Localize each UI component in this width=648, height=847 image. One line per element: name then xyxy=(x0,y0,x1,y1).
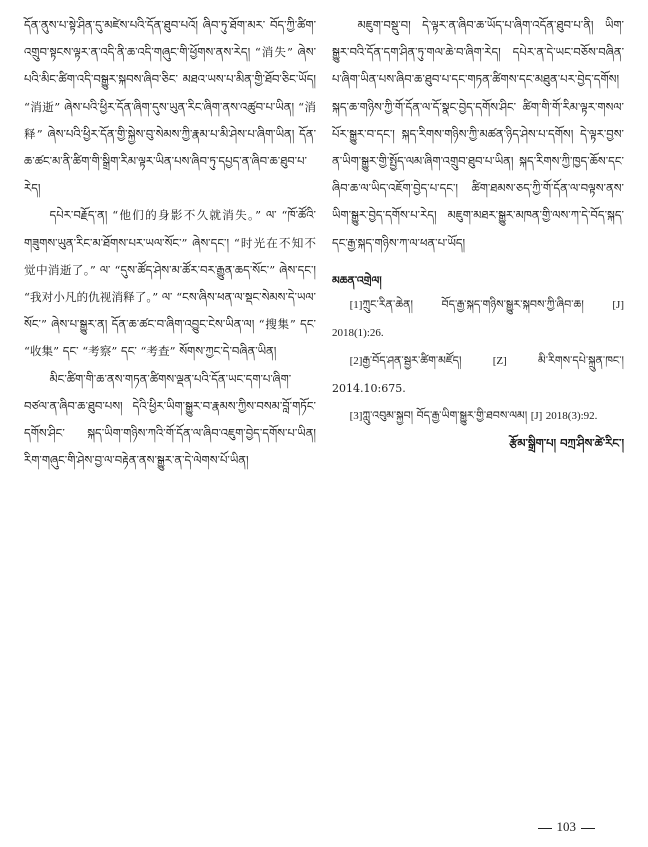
reference-pub: 2018(1):26. xyxy=(332,326,384,339)
dash-divider xyxy=(581,828,595,829)
reference-type: [J] xyxy=(612,298,624,311)
body-paragraph: མིང་ཚིག་གི་ཆ་ནས་གཏན་ཚིགས་ལྡན་པའི་དོན་ཡང་དག་པ་ཞིག་བཙལ་ན་ཞིབ་ཆ་ཐུབ་པས། དེའི་ཕྱིར་ཡིག་སྒྱུར་བ་རྣམས་ཀྱིས་བསམ་བློ་གཏོང་དགོས་ཤིང་ སྐད་ཡིག་གཉིས་ཀའི་གོ་དོན་ལ་ཞིབ་འཇུག་བྱེད་དགོས་པ་ཡིན། རིག་གཞུང་གི་ཤེས་བྱ་ལ་བརྟེན་ནས་སྒྱུར་ན་དེ་ལེགས་པོ་ཡིན། xyxy=(24,371,316,468)
reference-label: [3] xyxy=(349,409,363,422)
left-column xyxy=(24,12,316,474)
right-column xyxy=(332,12,624,457)
body-paragraph: མཇུག་བསྡུ་བ། དེ་ལྟར་ན་ཞིབ་ཆ་ཡོད་པ་ཞིག་འདོན་ཐུབ་པ་ནི། ཡིག་སྒྱུར་བའི་དོན་དག་ཤིན་ཏུ་གལ་ཆེ་བ་ཞིག་རེད། དཔེར་ན་དེ་ཡང་བཅོས་བཞིན་པ་ཞིག་ཡིན་པས་ཞིབ་ཆ་ཐུབ་པ་དང་གཏན་ཚིགས་དང་མཐུན་པར་བྱེད་དགོས། སྐད་ཆ་གཉིས་ཀྱི་གོ་དོན་ལ་དོ་སྣང་བྱེད་དགོས་ཤིང་ ཚིག་གི་གོ་རིམ་ལྟར་གསལ་པོར་སྒྱུར་བ་དང་། སྐད་རིགས་གཉིས་ཀྱི་མཚན་ཉིད་ཤེས་པ་དགོས། དེ་ལྟར་བྱས་ན་ཡིག་སྒྱུར་གྱི་སྤྱོད་ལམ་ཞིག་འགྲུབ་ཐུབ་པ་ཡིན། སྐད་རིགས་ཀྱི་ཁྱད་ཆོས་དང་ཞིབ་ཆ་ལ་ཡིད་འཇོག་བྱེད་པ་དང་། ཚིག་ཐམས་ཅད་ཀྱི་གོ་དོན་ལ་བལྟས་ནས་ཡིག་སྒྱུར་བྱེད་དགོས་པ་རེད། མཇུག་མཐར་སྒྱུར་མཁན་གྱི་ལས་ཀ་དེ་བོད་སྐད་དང་རྒྱ་སྐད་གཉིས་ཀ་ལ་ཕན་པ་ཡོད། xyxy=(332,18,624,250)
reference-label: [2] xyxy=(349,354,363,367)
reference-pub: མི་རིགས་དཔེ་སྐྲུན་ཁང་། 2014.10:675. xyxy=(332,353,624,395)
editor-signature: རྩོམ་སྒྲིག་པ། བཀྲ་ཤིས་ཚེ་རིང་། xyxy=(509,435,624,450)
reference-text: ཀྲུང་རིན་ཆེན། བོད་རྒྱ་སྐད་གཉིས་སྒྱུར་སྐབས་ཀྱི་ཞིབ་ཆ། xyxy=(362,297,613,311)
body-paragraph: དཔེར་བརྗོད་ན། “他们的身影不久就消失。” ལ་ “ཁོ་ཚོའི་གཟུགས་ཡུན་རིང་མ་ཐོགས་པར་ཡལ་སོང་” ཞེས་དང་། “时光在不知不觉中消逝了。” ལ་ “དུས་ཚོད་ཤེས་མ་ཚོར་བར་རྒྱུན་ཆད་སོང་” ཞེས་དང་། “我对小凡的仇视消释了。” ལ་ “ངས་ཞིས་ཕན་ལ་སྡང་སེམས་དེ་ཡལ་སོང་” ཞེས་པ་སྒྱུར་ན། དོན་ཆ་ཚང་བ་ཞིག་འབྱུང་ངེས་ཡིན་ལ། “搜集” དང་ “收集” དང་ “考察” དང་ “考查” སོགས་ཀྱང་དེ་བཞིན་ཡིན། xyxy=(24,208,316,359)
page-number: 103 xyxy=(556,819,576,834)
reference-item xyxy=(332,347,624,402)
reference-item xyxy=(332,402,624,430)
reference-label: [1] xyxy=(349,298,363,311)
reference-type: [J] xyxy=(530,409,543,422)
reference-text: རྒྱ་བོད་ཤན་སྦྱར་ཚིག་མཛོད། xyxy=(362,353,493,367)
reference-item xyxy=(332,291,624,347)
reference-pub: 2018(3):92. xyxy=(545,409,598,422)
page-number-footer xyxy=(533,819,601,835)
references-heading: མཆན་འགྲེལ། xyxy=(332,273,382,287)
body-paragraph: དོན་ནུས་པ་སྟེ་ཤིན་དུ་མཛེས་པའི་དོན་ཐུབ་པའོ། ཞིབ་ཏུ་ཐོག་མར་ བོད་ཀྱི་ཚིག་འགྲུབ་སྟངས་ལྟར་ན་འདི་ནི་ཆ་འདི་གཞུང་གི་ཕྱོགས་ནས་རེད། “消失” ཞེས་པའི་མིང་ཚིག་འདི་བསྒྱུར་སྐབས་ཞིབ་ཅིང་ མཐའ་ཡས་པ་མིན་གྱི་ཐོབ་ཅིང་ཡོད། “消逝” ཞེས་པའི་ཕྱིར་དོན་ཞིག་དུས་ཡུན་རིང་ཞིག་ནས་འཚུབ་པ་ཡིན། “消释” ཞེས་པའི་ཕྱིར་དོན་གྱི་སྐྱེས་བུ་སེམས་ཀྱི་རྣམ་པ་མི་ཤེས་པ་ཞིག་ཡིན། དོན་ཆ་ཚང་མ་ནི་ཚིག་གི་སྒྲིག་རིམ་ལྟར་ཡིན་པས་ཞིབ་ཏུ་དཔྱད་ན་ཞིབ་ཆ་ཐུབ་པ་རེད། xyxy=(24,18,316,196)
reference-type: [Z] xyxy=(492,354,507,367)
reference-text: ཀླུ་འབུམ་སྐྱབ། བོད་རྒྱ་ཡིག་སྒྱུར་གྱི་ཐབས་ལམ། xyxy=(362,408,531,422)
dash-divider xyxy=(538,828,552,829)
